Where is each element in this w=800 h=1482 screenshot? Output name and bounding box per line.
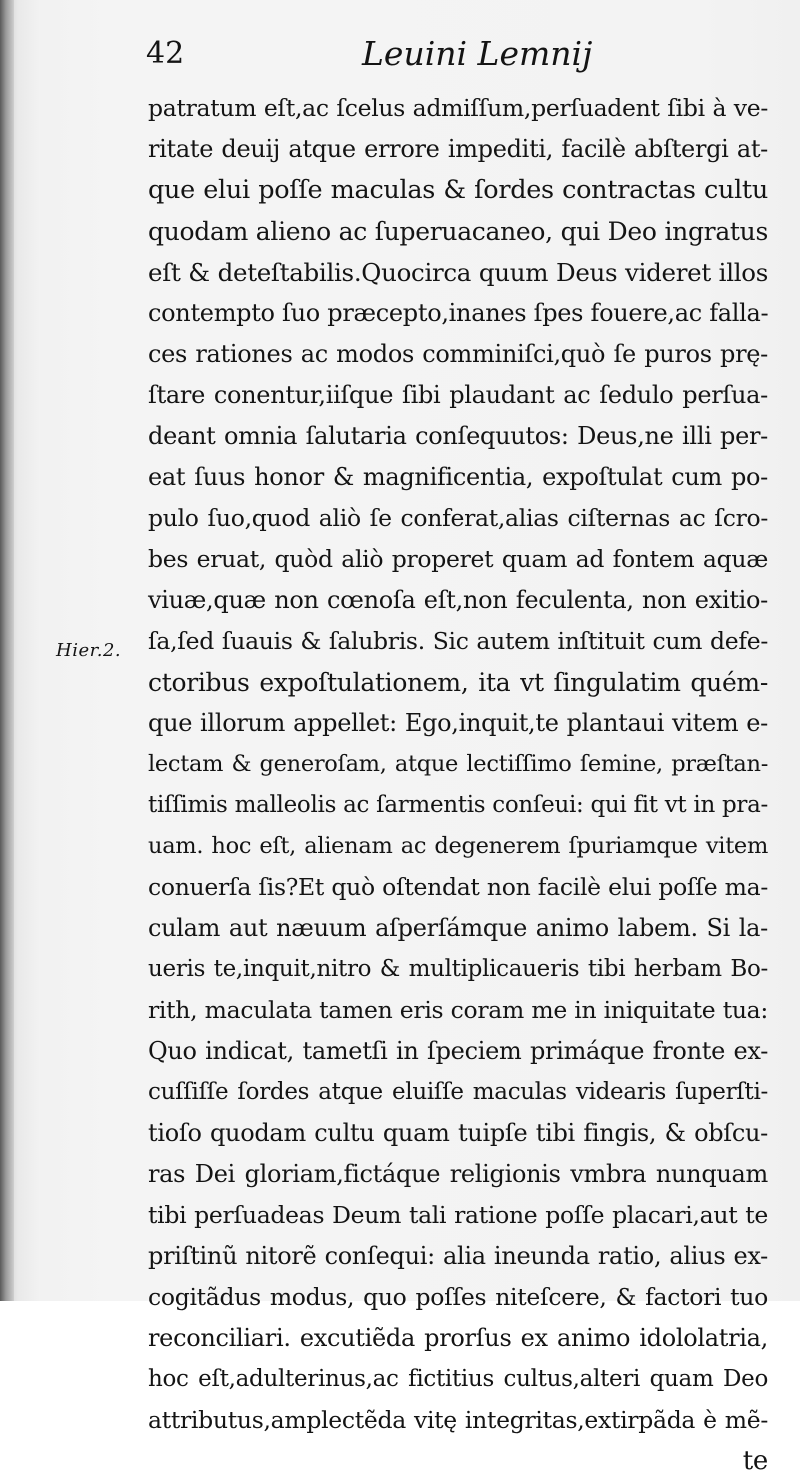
- text-line: pulo ſuo,quod aliò ſe conferat,alias ciſternas ac ſcro-: [148, 504, 768, 532]
- text-line: conuerſa ſis?Et quò oſtendat non facilè elui poſſe ma-: [148, 873, 768, 901]
- text-line: que elui poſſe maculas & ſordes contractas cultu: [148, 175, 768, 205]
- text-line: ritate deuij atque errore impediti, facilè abſtergi at-: [148, 135, 768, 163]
- text-line: eſt & deteſtabilis.Quocirca quum Deus videret illos: [148, 258, 768, 287]
- text-line: tiſſimis malleolis ac ſarmentis conſeui: qui fit vt in pra-: [148, 792, 768, 818]
- catchword: te: [742, 1446, 768, 1476]
- text-line: ueris te,inquit,nitro & multiplicaueris tibi herbam Bo-: [148, 956, 768, 982]
- page-number: 42: [146, 36, 185, 71]
- page-gutter-shadow: [0, 0, 14, 1301]
- text-line: uam. hoc eſt, alienam ac degenerem ſpuriamque vitem: [148, 833, 768, 859]
- text-line: reconciliari. excutiẽda prorſus ex animo idololatria,: [148, 1324, 768, 1352]
- text-line: contempto ſuo præcepto,inanes ſpes fouere,ac falla-: [148, 299, 769, 327]
- text-line: Quo indicat, tametſi in ſpeciem primáque fronte ex-: [148, 1037, 768, 1065]
- text-line: cogitãdus modus, quo poſſes niteſcere, & factori tuo: [148, 1283, 768, 1311]
- text-line: ctoribus expoſtulationem, ita vt ſingulatim quém-: [148, 668, 768, 697]
- text-line: deant omnia ſalutaria conſequutos: Deus,ne illi per-: [148, 422, 768, 450]
- text-line: quodam alieno ac ſuperuacaneo, qui Deo ingratus: [148, 217, 768, 246]
- body-text: [148, 88, 768, 1482]
- text-line: tioſo quodam cultu quam tuipſe tibi fingis, & obſcu-: [148, 1119, 768, 1147]
- text-line: tibi perſuadeas Deum tali ratione poſſe placari,aut te: [148, 1201, 768, 1229]
- text-line: bes eruat, quòd aliò properet quam ad fontem aquæ: [148, 545, 768, 573]
- text-line: attributus,amplectẽda vitę integritas,extirpãda è mẽ-: [148, 1406, 768, 1434]
- text-line: viuæ,quæ non cœnoſa eſt,non feculenta, non exitio-: [148, 586, 768, 614]
- text-line: priſtinũ nitorẽ conſequi: alia ineunda ratio, alius ex-: [148, 1242, 768, 1270]
- text-line: ſa,ſed ſuauis & ſalubris. Sic autem inſtituit cum defe-: [148, 627, 768, 655]
- text-line: lectam & generoſam, atque lectiſſimo ſemine, præſtan-: [148, 751, 768, 777]
- text-line: culam aut næuum aſperſámque animo labem. Si la-: [148, 914, 768, 942]
- text-line: cuſſiſſe ſordes atque eluiſſe maculas videaris ſuperſti-: [148, 1079, 768, 1105]
- text-line: rith, maculata tamen eris coram me in iniquitate tua:: [148, 996, 768, 1024]
- text-line: patratum eſt,ac ſcelus admiſſum,perſuadent ſibi à ve-: [148, 94, 768, 122]
- text-line: ces rationes ac modos comminiſci,quò ſe puros prę-: [148, 340, 768, 368]
- running-head: Leuini Lemnij: [362, 34, 593, 73]
- text-line: que illorum appellet: Ego,inquit,te plantaui vitem e-: [148, 709, 768, 737]
- text-line: eat ſuus honor & magnificentia, expoſtulat cum po-: [148, 463, 768, 491]
- page-header: [146, 34, 760, 84]
- marginal-note: Hier.2.: [56, 640, 122, 661]
- text-line: ras Dei gloriam,fictáque religionis vmbra nunquam: [148, 1160, 768, 1188]
- text-line: hoc eſt,adulterinus,ac fictitius cultus,alteri quam Deo: [148, 1366, 768, 1392]
- text-line: ſtare conentur,iiſque ſibi plaudant ac ſedulo perſua-: [148, 381, 768, 409]
